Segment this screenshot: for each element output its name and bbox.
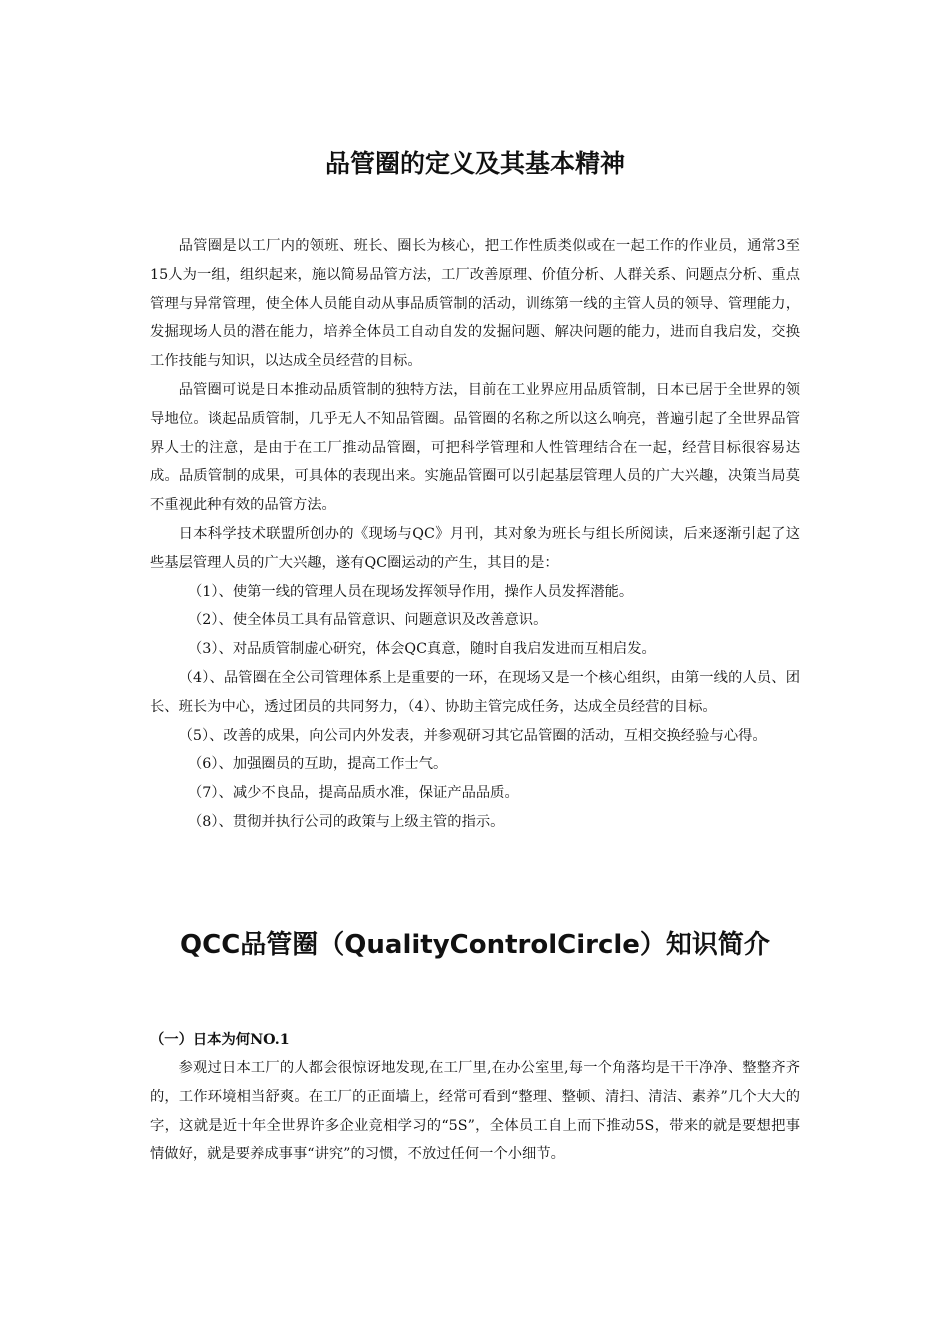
list-item-1: （1）、使第一线的管理人员在现场发挥领导作用，操作人员发挥潜能。	[188, 583, 634, 600]
section2-subheading: （一）日本为何NO.1	[150, 1032, 290, 1048]
list-item-3: （3）、对品质管制虚心研究，体会QC真意，随时自我启发进而互相启发。	[188, 641, 656, 658]
list-item-8: （8）、贯彻并执行公司的政策与上级主管的指示。	[188, 813, 505, 830]
section1-body	[150, 232, 800, 837]
list-item-4: （4）、品管圈在全公司管理体系上是重要的一环，在现场又是一个核心组织，由第一线的人员、团长、班长为中心，透过团员的共同努力，（4）、协助主管完成任务，达成全员经营的目标。	[150, 669, 800, 715]
paragraph-japan-5s: 参观过日本工厂的人都会很惊讶地发现,在工厂里,在办公室里,每一个角落均是干干净净、整整齐齐的，工作环境相当舒爽。在工厂的正面墙上，经常可看到“整理、整顿、清扫、清洁、素养”几个大大的字，这就是近十年全世界许多企业竞相学习的“5S”，全体员工自上而下推动5S，带来的就是要想把事情做好，就是要养成事事“讲究”的习惯，不放过任何一个小细节。	[150, 1060, 800, 1163]
list-item-5: （5）、改善的成果，向公司内外发表，并参观研习其它品管圈的活动，互相交换经验与心得。	[178, 727, 767, 744]
section1-title: 品管圈的定义及其基本精神	[324, 149, 625, 178]
section2-body	[150, 1054, 800, 1169]
list-item-7: （7）、减少不良品，提高品质水准，保证产品品质。	[188, 785, 519, 802]
section2-title: QCC品管圈（QualityControlCircle）知识简介	[180, 930, 770, 960]
list-item-6: （6）、加强圈员的互助，提高工作士气。	[188, 756, 448, 773]
list-item-2: （2）、使全体员工具有品管意识、问题意识及改善意识。	[188, 612, 548, 629]
paragraph-definition: 品管圈是以工厂内的领班、班长、圈长为核心，把工作性质类似或在一起工作的作业员，通常3至15人为一组，组织起来，施以简易品管方法，工厂改善原理、价值分析、人群关系、问题点分析、重点管理与异常管理，使全体人员能自动从事品质管制的活动，训练第一线的主管人员的领导、管理能力，发掘现场人员的潜在能力，培养全体员工自动自发的发掘问题、解决问题的能力，进而自我启发，交换工作技能与知识，以达成全员经营的目标。	[150, 238, 800, 370]
paragraph-japan-method: 品管圈可说是日本推动品质管制的独特方法，目前在工业界应用品质管制，日本已居于全世界的领导地位。谈起品质管制，几乎无人不知品管圈。品管圈的名称之所以这么响亮，普遍引起了全世界品管界人士的注意，是由于在工厂推动品管圈，可把科学管理和人性管理结合在一起，经营目标很容易达成。品质管制的成果，可具体的表现出来。实施品管圈可以引起基层管理人员的广大兴趣，决策当局莫不重视此种有效的品管方法。	[150, 381, 800, 514]
paragraph-qc-origin: 日本科学技术联盟所创办的《现场与QC》月刊，其对象为班长与组长所阅读，后来逐渐引起了这些基层管理人员的广大兴趣，遂有QC圈运动的产生，其目的是：	[150, 525, 800, 571]
